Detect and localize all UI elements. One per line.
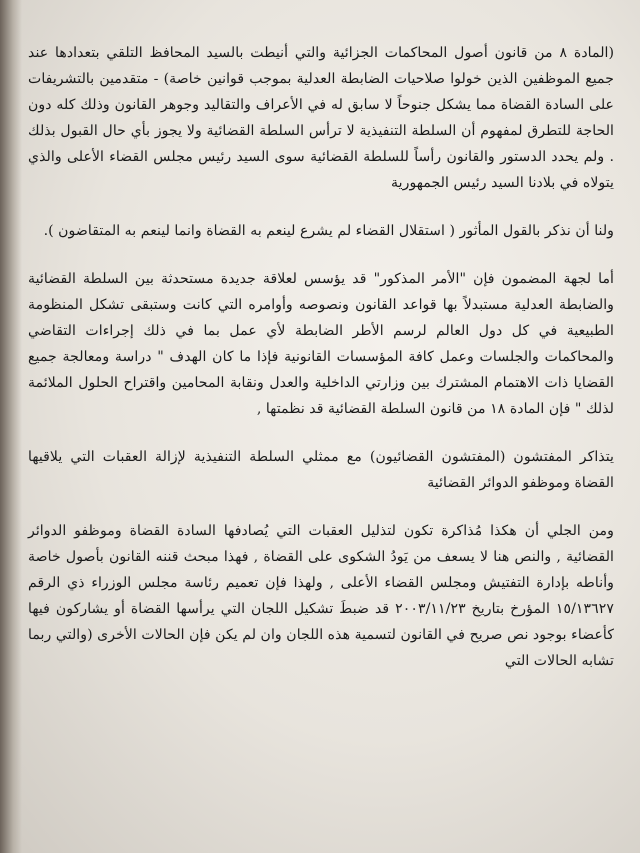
document-body — [28, 40, 614, 674]
paragraph-4: يتذاكر المفتشون (المفتشون القضائيون) مع ممثلي السلطة التنفيذية لإزالة العقبات التي يلاقيها القضاة وموظفو الدوائر القضائية — [28, 449, 614, 491]
page-edge-shadow — [0, 0, 22, 853]
paragraph-1: (المادة ٨ من قانون أصول المحاكمات الجزائية والتي أنيطت بالسيد المحافظ التلقي بتعدادها عند جميع الموظفين الذين خولوا صلاحيات الضابطة العدلية بموجب قوانين خاصة) - متقدمين بالتشريفات على السادة القضاة مما يشكل جنوحاً لا سابق له في الأعراف والتقاليد وجوهر القانون وذلك كله دون الحاجة للتطرق لمفهوم أن السلطة التنفيذية لا ترأس السلطة القضائية ولا يجوز بأي حال القبول بذلك . ولم يحدد الدستور والقانون رأساً للسلطة القضائية سوى السيد رئيس مجلس القضاء الأعلى والذي يتولاه في بلادنا السيد رئيس الجمهورية — [28, 45, 614, 191]
paragraph-2: ولنا أن نذكر بالقول المأثور ( استقلال القضاء لم يشرع لينعم به القضاة وانما لينعم به المتقاضون ). — [43, 223, 614, 239]
paragraph-5: ومن الجلي أن هكذا مُذاكرة تكون لتذليل العقبات التي يُصادفها السادة القضاة وموظفو الدوائر القضائية , والنص هنا لا يسعف من يَودُ الشكوى على القضاة , فهذا مبحث قننه القانون بأصول خاصة وأناطه بإدارة التفتيش ومجلس القضاء الأعلى , ولهذا فإن تعميم رئاسة مجلس الوزراء ذي الرقم ١٥/١٣٦٢٧ المؤرخ بتاريخ ٢٠٠٣/١١/٢٣ قد ضبطَ تشكيل اللجان التي يرأسها القضاة أو يشاركون فيها كأعضاء بوجود نص صريح في القانون لتسمية هذه اللجان وان لم يكن فإن الحالات الأخرى (والتي ربما تشابه الحالات التي — [28, 523, 614, 669]
paragraph-3: أما لجهة المضمون فإن "الأمر المذكور" قد يؤسس لعلاقة جديدة مستحدثة بين السلطة القضائية والضابطة العدلية مستبدلاً بها قواعد القانون ونصوصه وأوامره التي كانت وستبقى تشكل المنظومة الطبيعية في كل دول العالم لرسم الأطر الضابطة لأي عمل بما في ذلك إجراءات التقاضي والمحاكمات والجلسات وعمل كافة المؤسسات القانونية فإذا ما كان الهدف " دراسة ومعالجة جميع القضايا ذات الاهتمام المشترك بين وزارتي الداخلية والعدل ونقابة المحامين واقتراح الحلول الملائمة لذلك " فإن المادة ١٨ من قانون السلطة القضائية قد نظمتها , — [28, 271, 614, 417]
